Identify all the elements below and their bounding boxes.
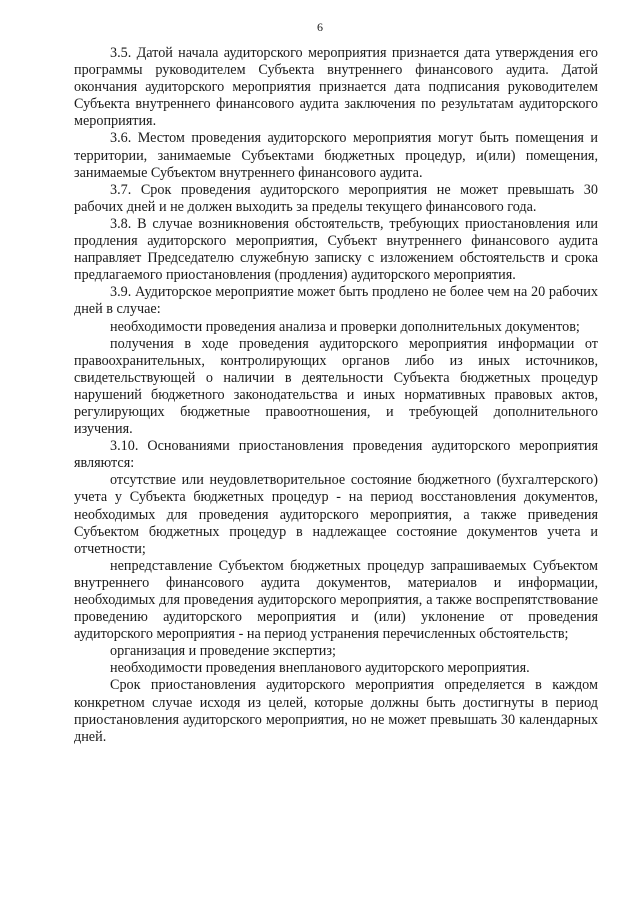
paragraph-3-5: 3.5. Датой начала аудиторского мероприятия признается дата утверждения его программы руководителем Субъекта внутреннего финансового аудита. Датой окончания аудиторского мероприятия признается дата подписания руководителем Субъекта внутреннего финансового аудита заключения по результатам аудиторского мероприятия. bbox=[74, 45, 598, 130]
paragraph-3-10: 3.10. Основаниями приостановления проведения аудиторского мероприятия являются: bbox=[74, 438, 598, 472]
paragraph-3-9-case-2: получения в ходе проведения аудиторского мероприятия информации от правоохранительных, контролирующих органов либо из иных источников, свидетельствующей о наличии в деятельности Субъекта бюджетных процедур нарушений бюджетного законодательства и иных нормативных правовых актов, регулирующих бюджетные правоотношения, и требующей дополнительного изучения. bbox=[74, 335, 598, 438]
paragraph-3-8: 3.8. В случае возникновения обстоятельств, требующих приостановления или продления аудиторского мероприятия, Субъект внутреннего финансового аудита направляет Председателю служебную записку с изложением обстоятельств и срока предлагаемого приостановления (продления) аудиторского мероприятия. bbox=[74, 215, 598, 284]
document-body bbox=[74, 45, 598, 746]
paragraph-3-6: 3.6. Местом проведения аудиторского мероприятия могут быть помещения и территории, занимаемые Субъектами бюджетных процедур, и(или) помещения, занимаемые Субъектом внутреннего финансового аудита. bbox=[74, 130, 598, 181]
paragraph-3-10-ground-3: организация и проведение экспертиз; bbox=[110, 643, 336, 660]
paragraph-3-10-ground-2: непредставление Субъектом бюджетных процедур запрашиваемых Субъектом внутреннего финансового аудита документов, материалов и информации, необходимых для проведения аудиторского мероприятия, а также воспрепятствование проведению аудиторского мероприятия и (или) уклонение от проведения аудиторского мероприятия - на период устранения перечисленных обстоятельств; bbox=[74, 557, 598, 643]
page-number: 6 bbox=[317, 20, 323, 34]
paragraph-3-10-ground-1: отсутствие или неудовлетворительное состояние бюджетного (бухгалтерского) учета у Субъекта бюджетных процедур - на период восстановления документов, необходимых для проведения аудиторского мероприятия, а также приведения Субъектом бюджетных процедур в надлежащее состояние документов учета и отчетности; bbox=[74, 472, 598, 557]
paragraph-3-9-case-1: необходимости проведения анализа и проверки дополнительных документов; bbox=[110, 318, 580, 335]
paragraph-3-9: 3.9. Аудиторское мероприятие может быть продлено не более чем на 20 рабочих дней в случае: bbox=[74, 284, 598, 318]
paragraph-3-7: 3.7. Срок проведения аудиторского мероприятия не может превышать 30 рабочих дней и не должен выходить за пределы текущего финансового года. bbox=[74, 181, 598, 215]
paragraph-suspension-term: Срок приостановления аудиторского мероприятия определяется в каждом конкретном случае исходя из целей, которые должны быть достигнуты в период приостановления аудиторского мероприятия, но не может превышать 30 календарных дней. bbox=[74, 677, 598, 745]
paragraph-3-10-ground-4: необходимости проведения внепланового аудиторского мероприятия. bbox=[110, 660, 530, 677]
